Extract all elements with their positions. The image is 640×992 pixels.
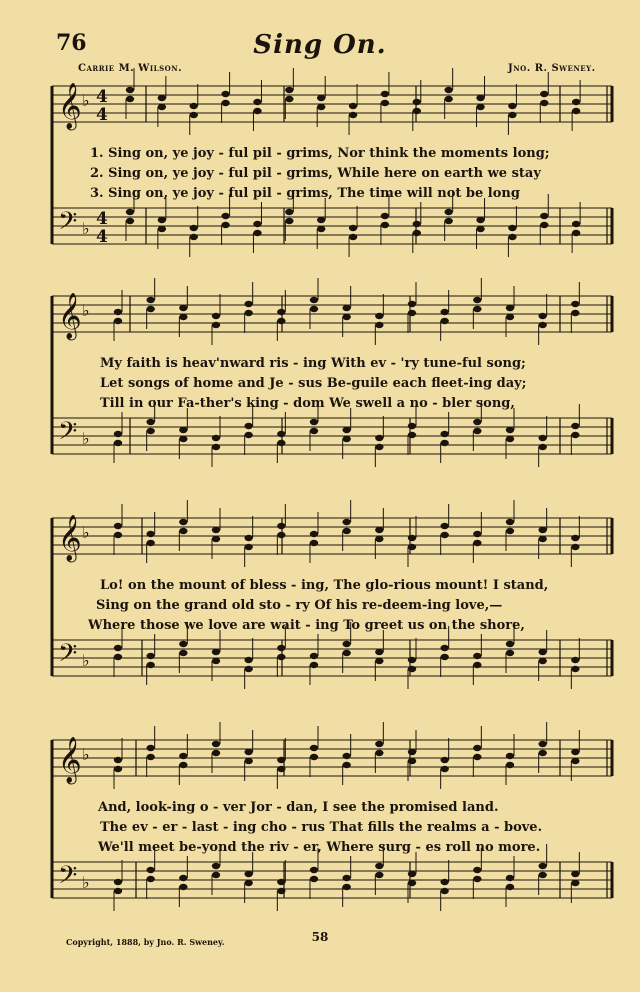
note-head xyxy=(440,879,448,885)
note-head xyxy=(571,301,579,307)
note-head xyxy=(508,225,516,231)
lyric-line: Lo! on the mount of bless - ing, The glo-rious mount! I stand, xyxy=(100,578,549,593)
lyric-line: The ev - er - last - ing cho - rus That fills the realms a - bove. xyxy=(100,820,543,835)
note-head xyxy=(473,419,481,425)
note-head xyxy=(538,322,546,328)
flat-key-signature: ♭ xyxy=(82,429,90,448)
note-head xyxy=(277,440,285,446)
note-head xyxy=(179,762,187,768)
time-signature: 4 xyxy=(96,105,108,125)
note-head xyxy=(375,750,383,756)
note-head xyxy=(473,653,481,659)
note-head xyxy=(571,666,579,672)
note-head xyxy=(473,306,481,312)
note-head xyxy=(538,872,546,878)
note-head xyxy=(381,213,389,219)
note-head xyxy=(349,112,357,118)
note-head xyxy=(146,653,154,659)
note-head xyxy=(126,218,134,224)
note-head xyxy=(538,313,546,319)
note-head xyxy=(244,666,252,672)
note-head xyxy=(408,432,416,438)
note-head xyxy=(349,103,357,109)
note-head xyxy=(540,91,548,97)
note-head xyxy=(179,875,187,881)
note-head xyxy=(253,99,261,105)
note-head xyxy=(212,435,220,441)
flat-key-signature: ♭ xyxy=(82,301,90,320)
note-head xyxy=(244,535,252,541)
note-head xyxy=(342,762,350,768)
hymn-number: 76 xyxy=(56,30,87,56)
note-head xyxy=(440,309,448,315)
lyric-line: 1. Sing on, ye joy - ful pil - grims, Nor think the moments long; xyxy=(90,146,550,161)
note-head xyxy=(473,754,481,760)
note-head xyxy=(375,444,383,450)
note-head xyxy=(158,104,166,110)
note-head xyxy=(244,544,252,550)
note-head xyxy=(277,309,285,315)
note-head xyxy=(571,432,579,438)
note-head xyxy=(277,654,285,660)
note-head xyxy=(473,745,481,751)
note-head xyxy=(342,650,350,656)
note-head xyxy=(540,222,548,228)
note-head xyxy=(538,527,546,533)
note-head xyxy=(277,532,285,538)
note-head xyxy=(146,419,154,425)
note-head xyxy=(342,427,350,433)
note-head xyxy=(244,758,252,764)
note-head xyxy=(146,531,154,537)
note-head xyxy=(375,863,383,869)
note-head xyxy=(440,532,448,538)
note-head xyxy=(310,876,318,882)
note-head xyxy=(114,645,122,651)
note-head xyxy=(473,531,481,537)
note-head xyxy=(413,108,421,114)
treble-clef: 𝄞 xyxy=(58,515,82,561)
note-head xyxy=(310,531,318,537)
note-head xyxy=(126,209,134,215)
note-head xyxy=(538,444,546,450)
flat-key-signature: ♭ xyxy=(82,651,90,670)
note-head xyxy=(310,653,318,659)
note-head xyxy=(114,654,122,660)
note-head xyxy=(473,876,481,882)
note-head xyxy=(190,112,198,118)
note-head xyxy=(179,884,187,890)
treble-clef: 𝄞 xyxy=(58,737,82,783)
note-head xyxy=(158,226,166,232)
note-head xyxy=(508,112,516,118)
note-head xyxy=(342,875,350,881)
note-head xyxy=(413,230,421,236)
note-head xyxy=(440,523,448,529)
copyright-notice: Copyright, 1888, by Jno. R. Sweney. xyxy=(66,937,225,947)
composer-credit: Jno. R. Sweney. xyxy=(508,63,596,74)
note-head xyxy=(375,536,383,542)
flat-key-signature: ♭ xyxy=(82,91,90,110)
note-head xyxy=(349,225,357,231)
note-head xyxy=(571,749,579,755)
note-head xyxy=(381,100,389,106)
note-head xyxy=(342,884,350,890)
note-head xyxy=(317,226,325,232)
bass-clef: 𝄢 xyxy=(58,417,78,452)
lyric-line: Let songs of home and Je - sus Be-guile each fleet-ing day; xyxy=(100,376,527,391)
note-head xyxy=(508,103,516,109)
note-head xyxy=(277,879,285,885)
note-head xyxy=(212,536,220,542)
lyric-line: Where those we love are wait - ing To greet us on the shore, xyxy=(88,618,525,633)
note-head xyxy=(440,654,448,660)
note-head xyxy=(506,641,514,647)
note-head xyxy=(413,99,421,105)
note-head xyxy=(179,314,187,320)
note-head xyxy=(277,645,285,651)
note-head xyxy=(317,95,325,101)
note-head xyxy=(310,419,318,425)
note-head xyxy=(244,871,252,877)
note-head xyxy=(444,218,452,224)
note-head xyxy=(571,758,579,764)
note-head xyxy=(408,758,416,764)
note-head xyxy=(506,427,514,433)
note-head xyxy=(440,766,448,772)
lyricist-credit: Carrie M. Wilson. xyxy=(78,63,183,74)
note-head xyxy=(310,540,318,546)
note-head xyxy=(540,213,548,219)
note-head xyxy=(375,313,383,319)
note-head xyxy=(114,431,122,437)
note-head xyxy=(221,222,229,228)
note-head xyxy=(538,536,546,542)
note-head xyxy=(114,879,122,885)
note-head xyxy=(221,213,229,219)
note-head xyxy=(114,532,122,538)
note-head xyxy=(310,306,318,312)
note-head xyxy=(310,867,318,873)
note-head xyxy=(572,230,580,236)
note-head xyxy=(375,649,383,655)
note-head xyxy=(179,519,187,525)
note-head xyxy=(146,876,154,882)
page-number: 58 xyxy=(311,930,329,944)
note-head xyxy=(381,91,389,97)
note-head xyxy=(253,108,261,114)
note-head xyxy=(506,436,514,442)
note-head xyxy=(146,867,154,873)
note-head xyxy=(440,318,448,324)
note-head xyxy=(506,519,514,525)
note-head xyxy=(506,528,514,534)
note-head xyxy=(212,741,220,747)
note-head xyxy=(444,87,452,93)
note-head xyxy=(114,757,122,763)
note-head xyxy=(212,872,220,878)
note-head xyxy=(179,753,187,759)
treble-clef: 𝄞 xyxy=(58,293,82,339)
note-head xyxy=(212,313,220,319)
note-head xyxy=(277,757,285,763)
note-head xyxy=(146,754,154,760)
note-head xyxy=(572,99,580,105)
time-signature: 4 xyxy=(96,209,108,229)
hymn-title: Sing On. xyxy=(253,30,387,60)
note-head xyxy=(114,309,122,315)
note-head xyxy=(408,880,416,886)
note-head xyxy=(571,423,579,429)
note-head xyxy=(538,863,546,869)
note-head xyxy=(126,96,134,102)
note-head xyxy=(506,650,514,656)
note-head xyxy=(473,297,481,303)
note-head xyxy=(342,528,350,534)
note-head xyxy=(375,527,383,533)
note-head xyxy=(408,749,416,755)
note-head xyxy=(375,741,383,747)
time-signature: 4 xyxy=(96,87,108,107)
lyric-line: Sing on the grand old sto - ry Of his re-deem-ing love,— xyxy=(96,598,503,613)
note-head xyxy=(375,658,383,664)
note-head xyxy=(212,750,220,756)
note-head xyxy=(277,318,285,324)
note-head xyxy=(179,528,187,534)
note-head xyxy=(212,527,220,533)
note-head xyxy=(212,649,220,655)
note-head xyxy=(571,535,579,541)
note-head xyxy=(146,745,154,751)
note-head xyxy=(476,104,484,110)
note-head xyxy=(571,310,579,316)
note-head xyxy=(146,540,154,546)
note-head xyxy=(413,221,421,227)
note-head xyxy=(114,523,122,529)
note-head xyxy=(146,297,154,303)
note-head xyxy=(506,305,514,311)
note-head xyxy=(440,888,448,894)
note-head xyxy=(244,657,252,663)
note-head xyxy=(349,234,357,240)
bass-clef: 𝄢 xyxy=(58,207,78,242)
note-head xyxy=(244,301,252,307)
note-head xyxy=(114,440,122,446)
note-head xyxy=(444,209,452,215)
note-head xyxy=(190,103,198,109)
note-head xyxy=(179,650,187,656)
note-head xyxy=(506,314,514,320)
note-head xyxy=(375,872,383,878)
note-head xyxy=(408,310,416,316)
note-head xyxy=(342,519,350,525)
note-head xyxy=(408,535,416,541)
note-head xyxy=(126,87,134,93)
note-head xyxy=(408,666,416,672)
note-head xyxy=(212,658,220,664)
flat-key-signature: ♭ xyxy=(82,873,90,892)
note-head xyxy=(285,96,293,102)
note-head xyxy=(476,217,484,223)
note-head xyxy=(440,757,448,763)
note-head xyxy=(381,222,389,228)
bass-clef: 𝄢 xyxy=(58,861,78,896)
note-head xyxy=(114,766,122,772)
note-head xyxy=(506,884,514,890)
treble-clef: 𝄞 xyxy=(58,83,82,129)
note-head xyxy=(158,95,166,101)
note-head xyxy=(506,753,514,759)
note-head xyxy=(253,230,261,236)
note-head xyxy=(221,91,229,97)
note-head xyxy=(212,322,220,328)
note-head xyxy=(342,314,350,320)
note-head xyxy=(473,867,481,873)
lyric-line: We'll meet be-yond the riv - er, Where surg - es roll no more. xyxy=(98,840,541,855)
note-head xyxy=(476,226,484,232)
note-head xyxy=(538,649,546,655)
note-head xyxy=(440,431,448,437)
note-head xyxy=(244,423,252,429)
note-head xyxy=(508,234,516,240)
note-head xyxy=(473,662,481,668)
note-head xyxy=(310,297,318,303)
note-head xyxy=(285,209,293,215)
lyric-line: My faith is heav'nward ris - ing With ev - 'ry tune-ful song; xyxy=(100,356,526,371)
lyric-line: 3. Sing on, ye joy - ful pil - grims, The time will not be long xyxy=(90,186,520,201)
note-head xyxy=(310,745,318,751)
note-head xyxy=(277,766,285,772)
note-head xyxy=(506,875,514,881)
note-head xyxy=(408,423,416,429)
note-head xyxy=(572,221,580,227)
note-head xyxy=(408,544,416,550)
note-head xyxy=(476,95,484,101)
note-head xyxy=(190,225,198,231)
note-head xyxy=(277,888,285,894)
lyric-line: And, look-ing o - ver Jor - dan, I see the promised land. xyxy=(98,800,499,815)
note-head xyxy=(253,221,261,227)
note-head xyxy=(444,96,452,102)
lyric-line: Till in our Fa-ther's king - dom We swell a no - bler song, xyxy=(100,396,515,411)
note-head xyxy=(310,754,318,760)
note-head xyxy=(179,641,187,647)
note-head xyxy=(572,108,580,114)
note-head xyxy=(408,657,416,663)
note-head xyxy=(571,880,579,886)
note-head xyxy=(114,318,122,324)
note-head xyxy=(538,435,546,441)
note-head xyxy=(571,657,579,663)
note-head xyxy=(538,658,546,664)
note-head xyxy=(212,444,220,450)
time-signature: 4 xyxy=(96,227,108,247)
note-head xyxy=(310,428,318,434)
note-head xyxy=(375,435,383,441)
note-head xyxy=(285,218,293,224)
note-head xyxy=(179,305,187,311)
note-head xyxy=(244,310,252,316)
flat-key-signature: ♭ xyxy=(82,745,90,764)
note-head xyxy=(342,436,350,442)
note-head xyxy=(114,888,122,894)
note-head xyxy=(342,641,350,647)
note-head xyxy=(506,762,514,768)
note-head xyxy=(310,662,318,668)
note-head xyxy=(285,87,293,93)
note-head xyxy=(375,322,383,328)
note-head xyxy=(212,863,220,869)
note-head xyxy=(277,431,285,437)
flat-key-signature: ♭ xyxy=(82,219,90,238)
flat-key-signature: ♭ xyxy=(82,523,90,542)
note-head xyxy=(538,750,546,756)
note-head xyxy=(317,217,325,223)
lyric-line: 2. Sing on, ye joy - ful pil - grims, While here on earth we stay xyxy=(90,166,541,181)
note-head xyxy=(146,428,154,434)
bass-clef: 𝄢 xyxy=(58,639,78,674)
note-head xyxy=(342,305,350,311)
note-head xyxy=(538,741,546,747)
note-head xyxy=(440,645,448,651)
note-head xyxy=(244,880,252,886)
note-head xyxy=(571,544,579,550)
note-head xyxy=(571,871,579,877)
note-head xyxy=(408,301,416,307)
note-head xyxy=(244,749,252,755)
note-head xyxy=(277,523,285,529)
note-head xyxy=(317,104,325,110)
note-head xyxy=(342,753,350,759)
note-head xyxy=(190,234,198,240)
note-head xyxy=(244,432,252,438)
note-head xyxy=(440,440,448,446)
note-head xyxy=(179,436,187,442)
note-head xyxy=(473,428,481,434)
note-head xyxy=(473,540,481,546)
note-head xyxy=(221,100,229,106)
note-head xyxy=(146,662,154,668)
note-head xyxy=(408,871,416,877)
note-head xyxy=(179,427,187,433)
note-head xyxy=(158,217,166,223)
note-head xyxy=(540,100,548,106)
note-head xyxy=(146,306,154,312)
